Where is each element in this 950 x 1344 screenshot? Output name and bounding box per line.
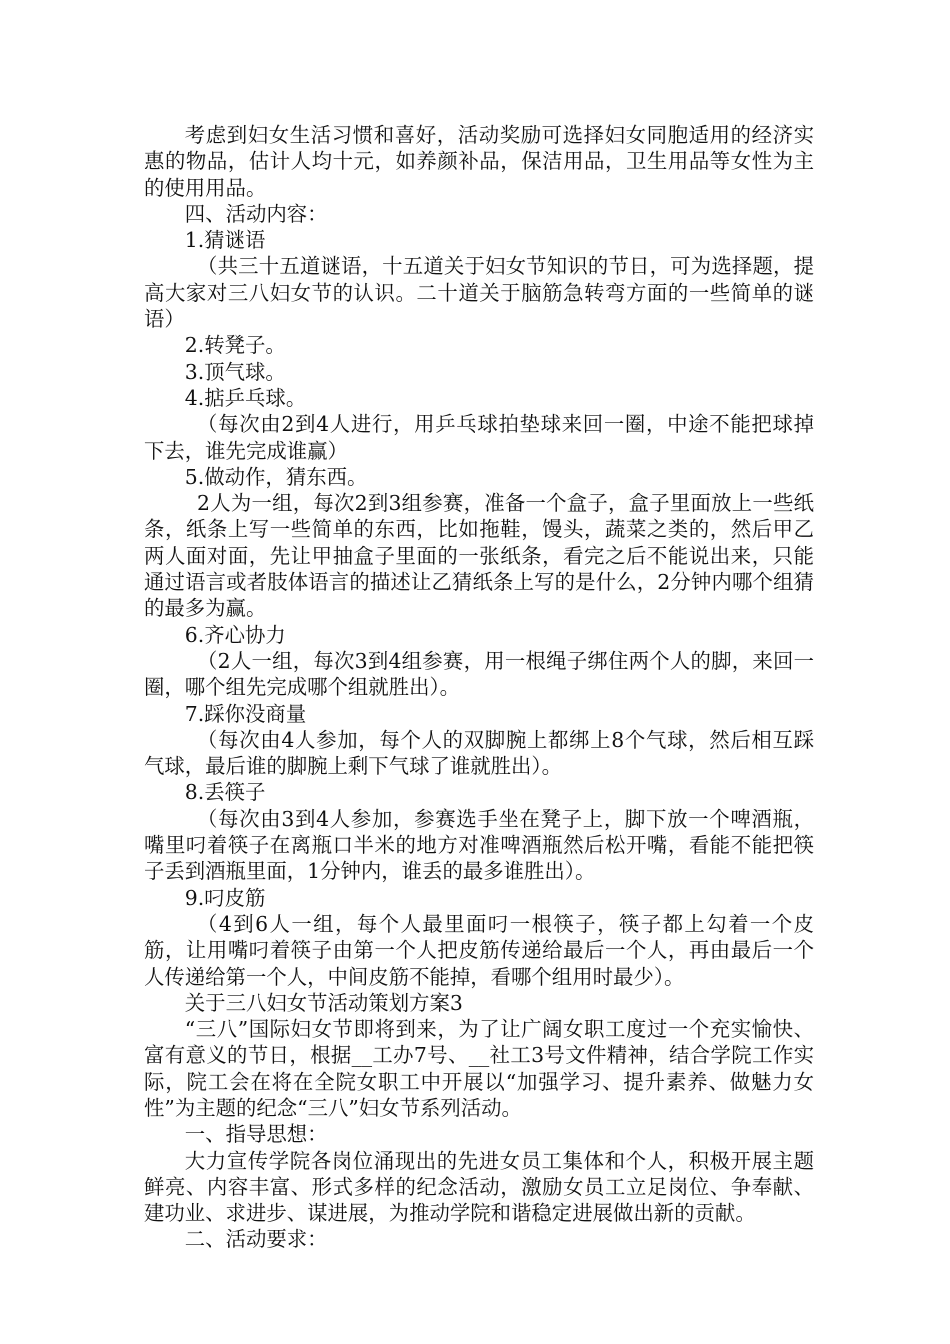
document-body	[144, 122, 814, 1253]
item-ping-pong-desc: （每次由2到4人进行，用乒乓球拍垫球来回一圈，中途不能把球掉下去，谁先完成谁赢）	[144, 412, 814, 463]
item-rubber-band: 9.叼皮筋	[184, 885, 266, 910]
item-riddles: 1.猜谜语	[184, 228, 266, 253]
item-charades: 5.做动作，猜东西。	[184, 464, 368, 489]
heading-guiding-thought: 一、指导思想：	[184, 1122, 328, 1147]
item-teamwork: 6.齐心协力	[184, 622, 286, 647]
paragraph-guiding-thought: 大力宣传学院各岗位涌现出的先进女员工集体和个人，积极开展主题鲜亮、内容丰富、形式多样的纪念活动，激励女员工立足岗位、争奉献、建功业、求进步、谋进展，为推动学院和谐稳定进展做出新的贡献。	[144, 1148, 814, 1226]
paragraph-intro: “三八”国际妇女节即将到来，为了让广阔女职工度过一个充实愉快、富有意义的节日，根据__工办7号、__社工3号文件精神，结合学院工作实际，院工会在将在全院女职工中开展以“加强学习、提升素养、做魅力女性”为主题的纪念“三八”妇女节系列活动。	[144, 1017, 814, 1120]
item-balloon: 3.顶气球。	[184, 359, 286, 384]
item-stomp-desc: （每次由4人参加，每个人的双脚腕上都绑上8个气球，然后相互踩气球，最后谁的脚腕上剩下气球了谁就胜出）。	[144, 727, 814, 779]
item-chopsticks-desc: （每次由3到4人参加，参赛选手坐在凳子上，脚下放一个啤酒瓶，嘴里叼着筷子在离瓶口半米的地方对准啤酒瓶然后松开嘴，看能不能把筷子丢到酒瓶里面，1分钟内，谁丢的最多谁胜出）。	[144, 806, 814, 884]
item-charades-desc: 2人为一组，每次2到3组参赛，准备一个盒子，盒子里面放上一些纸条，纸条上写一些简单的东西，比如拖鞋，馒头，蔬菜之类的，然后甲乙两人面对面，先让甲抽盒子里面的一张纸条，看完之后不能说出来，只能通过语言或者肢体语言的描述让乙猜纸条上写的是什么，2分钟内哪个组猜的最多为赢。	[144, 491, 814, 621]
item-ping-pong: 4.掂乒乓球。	[184, 385, 307, 410]
item-riddles-desc: （共三十五道谜语，十五道关于妇女节知识的节日，可为选择题，提高大家对三八妇女节的认识。二十道关于脑筋急转弯方面的一些简单的谜语）	[144, 254, 814, 332]
item-chopsticks: 8.丢筷子	[184, 780, 266, 805]
paragraph-rewards: 考虑到妇女生活习惯和喜好，活动奖励可选择妇女同胞适用的经济实惠的物品，估计人均十元，如养颜补品，保洁用品，卫生用品等女性为主的使用用品。	[144, 123, 814, 200]
item-rotate-stool: 2.转凳子。	[184, 333, 286, 358]
item-teamwork-desc: （2人一组，每次3到4组参赛，用一根绳子绑住两个人的脚，来回一圈，哪个组先完成哪个组就胜出）。	[144, 648, 814, 700]
heading-activity-requirements: 二、活动要求：	[184, 1227, 328, 1252]
heading-activity-content: 四、活动内容：	[184, 201, 328, 226]
section-title-plan-3: 关于三八妇女节活动策划方案3	[184, 990, 463, 1015]
item-stomp: 7.踩你没商量	[184, 701, 307, 726]
item-rubber-band-desc: （4到6人一组，每个人最里面叼一根筷子，筷子都上勾着一个皮筋，让用嘴叼着筷子由第一个人把皮筋传递给最后一个人，再由最后一个人传递给第一个人，中间皮筋不能掉，看哪个组用时最少）。	[144, 911, 814, 989]
